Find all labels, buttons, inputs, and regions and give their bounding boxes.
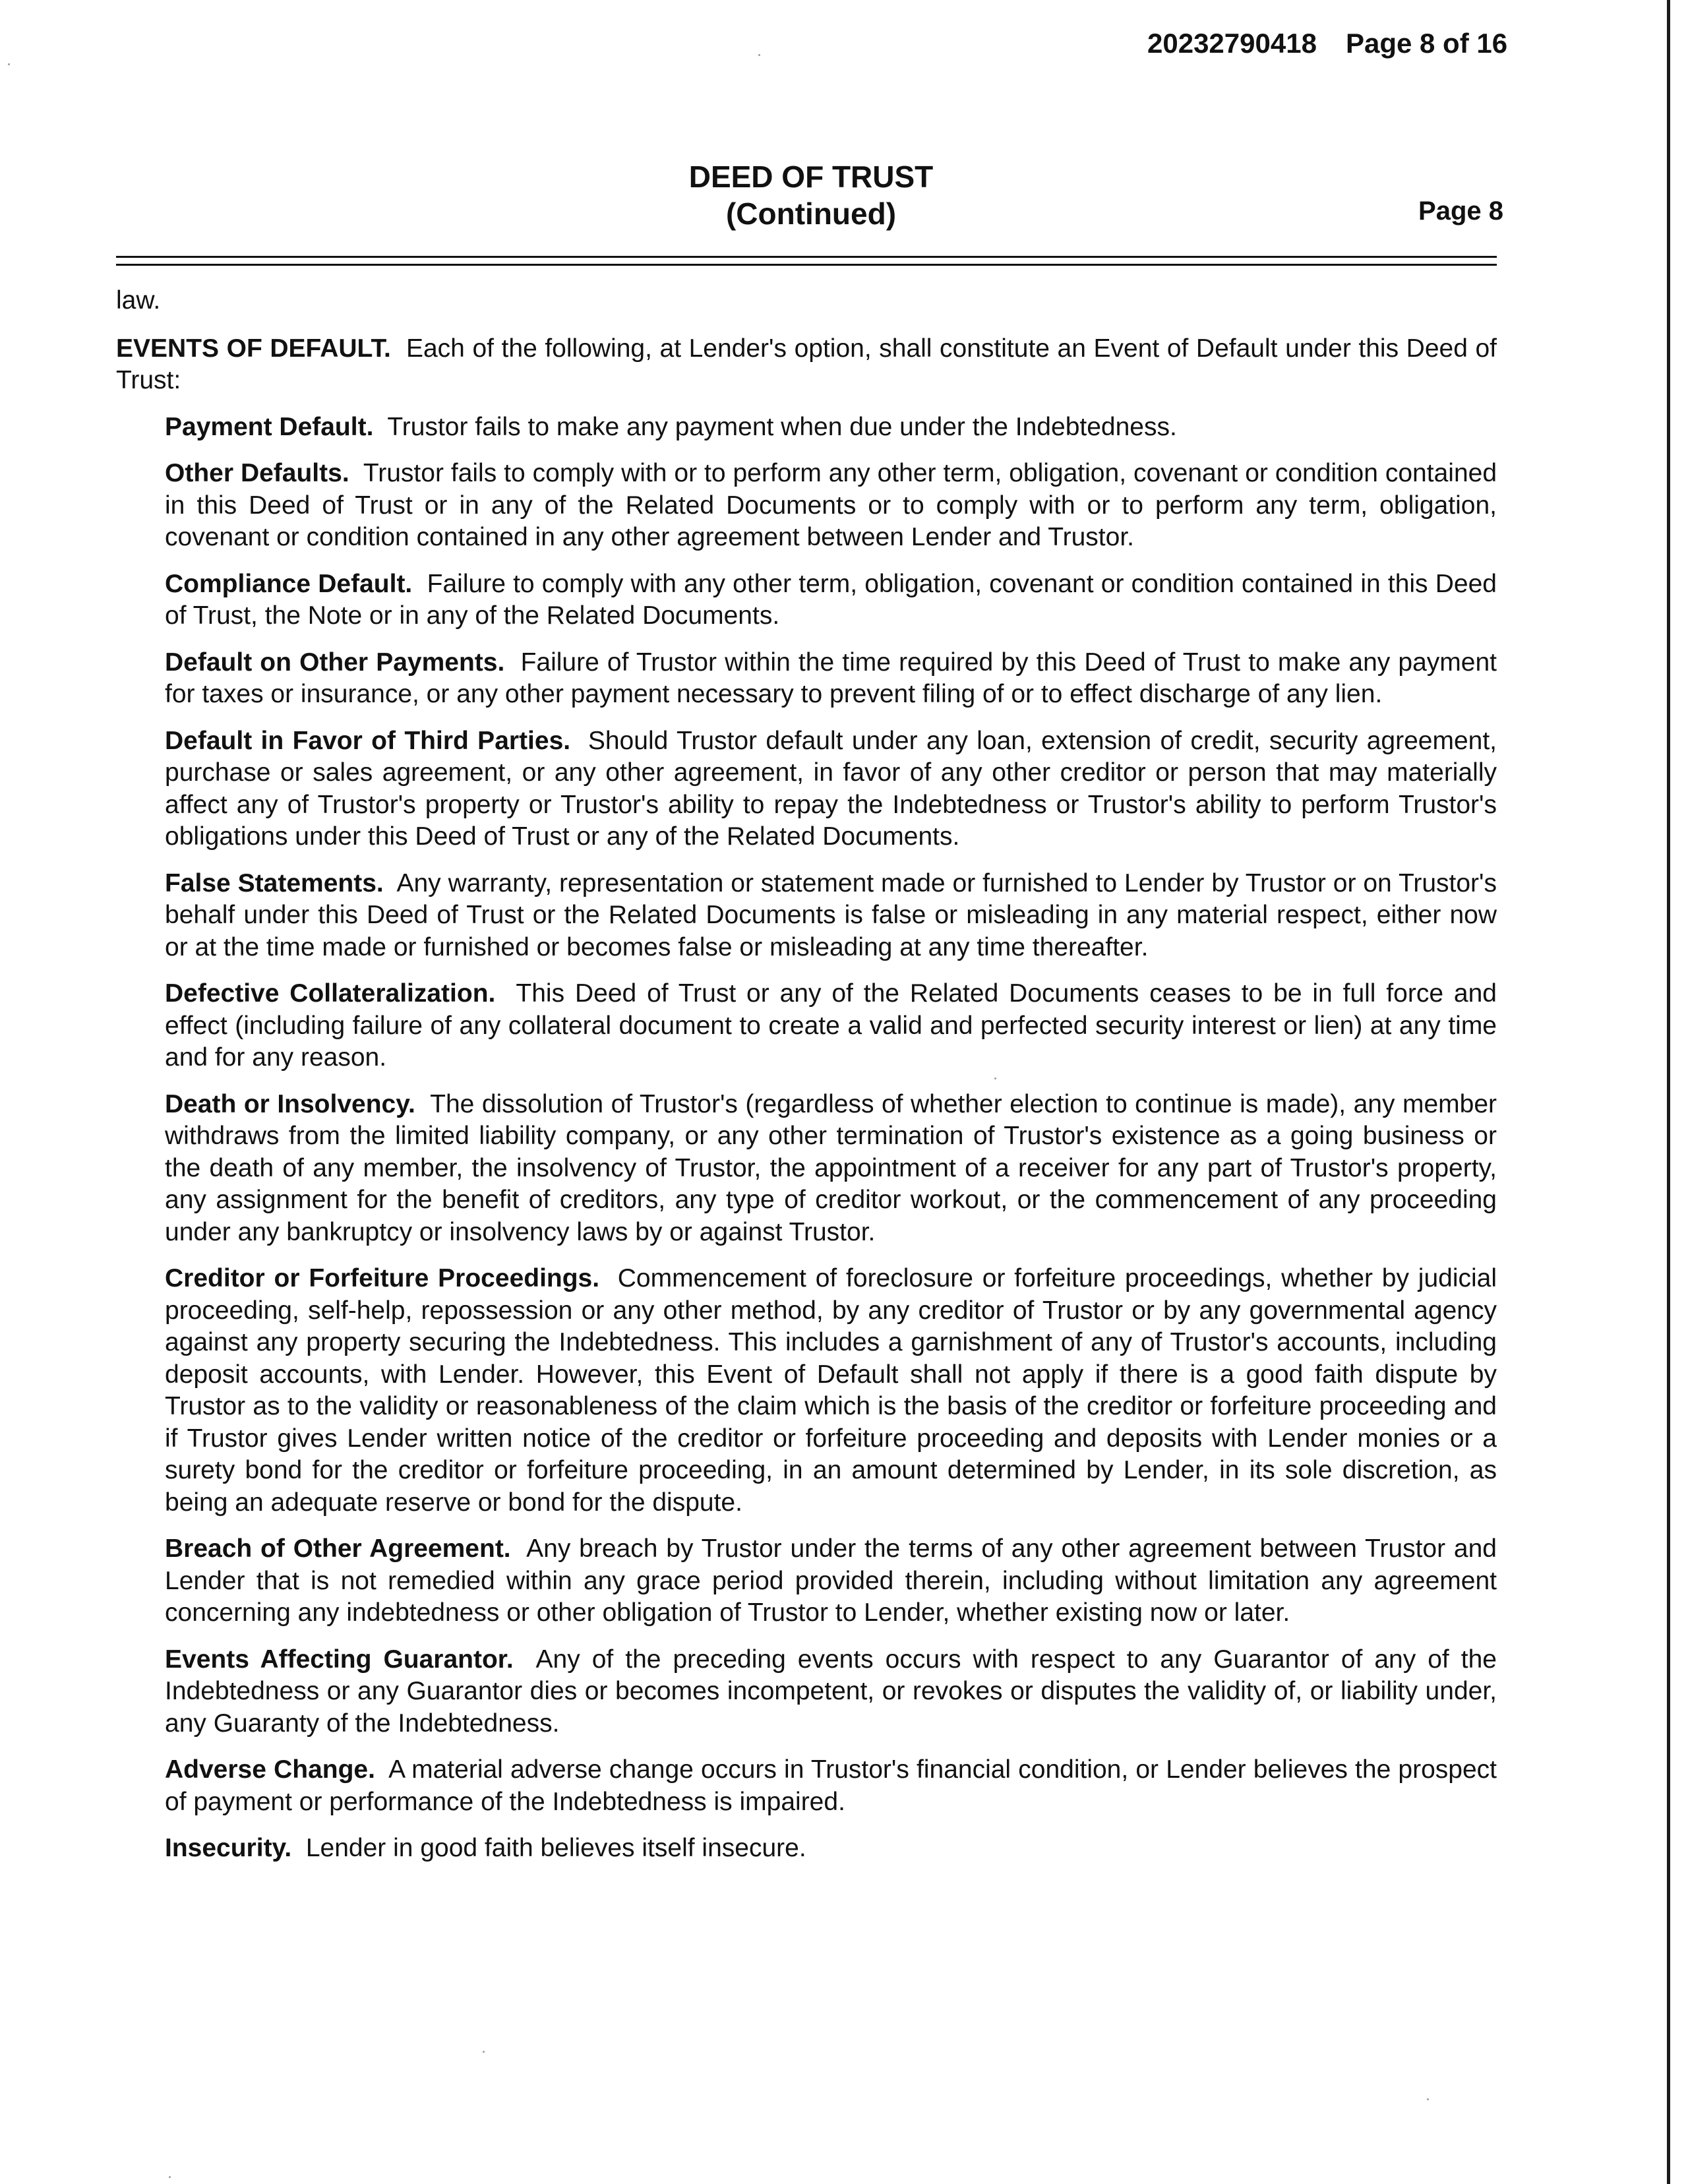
clause-insecurity	[165, 1833, 1497, 1865]
page-number: Page 8	[1418, 197, 1503, 226]
scan-speck	[994, 1077, 996, 1079]
scan-speck	[483, 2051, 485, 2053]
clause-heading: Defective Collateralization.	[165, 979, 496, 1008]
clause-text: Lender in good faith believes itself insecure.	[305, 1834, 806, 1862]
continued-text: law.	[116, 286, 161, 315]
clause-text: Any warranty, representation or statement made or furnished to Lender by Trustor or on Trustor's behalf under this Deed of Trust or the Related Documents is false or misleading in any material respect, either now or at the time made or furnished or becomes false or misleading at any time thereafter.	[165, 868, 1497, 961]
section-text: Each of the following, at Lender's option, shall constitute an Event of Default under this Deed of Trust:	[116, 334, 1497, 394]
clause-text: The dissolution of Trustor's (regardless of whether election to continue is made), any member withdraws from the limited liability company, or any other termination of Trustor's existence as a going business or the death of any member, the insolvency of Trustor, the appointment of a receiver for any part of Trustor's property, any assignment for the benefit of creditors, any type of creditor workout, or the commencement of any proceeding under any bankruptcy or insolvency laws by or against Trustor.	[165, 1089, 1497, 1246]
clause-heading: False Statements.	[165, 868, 384, 897]
document-number-header	[1147, 28, 1543, 59]
clause-creditor-forfeiture	[165, 1263, 1497, 1519]
clause-text: Trustor fails to comply with or to perform any other term, obligation, covenant or condition contained in this Deed of Trust or in any of the Related Documents or to comply with or to perform any term, obligation, covenant or condition contained in any other agreement between Lender and Trustor.	[165, 459, 1497, 551]
clause-heading: Other Defaults.	[165, 459, 349, 487]
scan-speck	[1427, 2098, 1429, 2100]
clause-heading: Events Affecting Guarantor.	[165, 1645, 514, 1674]
clause-heading: Adverse Change.	[165, 1755, 375, 1784]
section-heading: EVENTS OF DEFAULT.	[116, 334, 391, 363]
document-title: DEED OF TRUST	[688, 160, 934, 194]
events-of-default-intro	[116, 333, 1497, 397]
clause-heading: Creditor or Forfeiture Proceedings.	[165, 1264, 600, 1292]
clause-compliance-default	[165, 568, 1497, 632]
clause-text: Any breach by Trustor under the terms of any other agreement between Trustor and Lender that is not remedied within any grace period provided therein, including without limitation any agreement concerning any indebtedness or other obligation of Trustor to Lender, whether existing now or later.	[165, 1534, 1497, 1627]
clause-death-or-insolvency	[165, 1089, 1497, 1249]
header-rule-bottom	[116, 264, 1497, 266]
header-rule-top	[116, 256, 1497, 258]
scan-page-edge	[1667, 0, 1670, 2184]
clause-default-third-parties	[165, 725, 1497, 853]
document-subtitle: (Continued)	[725, 197, 897, 231]
clause-default-on-other-payments	[165, 647, 1497, 711]
clause-text: Trustor fails to make any payment when due under the Indebtedness.	[387, 412, 1177, 441]
clause-heading: Compliance Default.	[165, 569, 413, 598]
clause-breach-other-agreement	[165, 1533, 1497, 1629]
clause-heading: Payment Default.	[165, 412, 374, 441]
clause-heading: Default in Favor of Third Parties.	[165, 726, 571, 755]
clause-events-affecting-guarantor	[165, 1644, 1497, 1740]
recording-number: 20232790418	[1147, 28, 1317, 59]
document-title-block	[580, 158, 1042, 232]
clause-payment-default	[165, 411, 1497, 444]
clause-text: A material adverse change occurs in Trustor's financial condition, or Lender believes the prospect of payment or performance of the Indebtedness is impaired.	[165, 1755, 1497, 1816]
document-body	[116, 285, 1497, 1879]
clause-text: Failure to comply with any other term, obligation, covenant or condition contained in this Deed of Trust, the Note or in any of the Related Documents.	[165, 569, 1497, 630]
clause-heading: Default on Other Payments.	[165, 648, 505, 677]
clause-adverse-change	[165, 1754, 1497, 1818]
clause-text: Commencement of foreclosure or forfeiture proceedings, whether by judicial proceeding, self-help, repossession or any other method, by any creditor of Trustor or by any governmental agency against any property securing the Indebtedness. This includes a garnishment of any of Trustor's accounts, including deposit accounts, with Lender. However, this Event of Default shall not apply if there is a good faith dispute by Trustor as to the validity or reasonableness of the claim which is the basis of the creditor or forfeiture proceeding and if Trustor gives Lender written notice of the creditor or forfeiture proceeding and deposits with Lender monies or a surety bond for the creditor or forfeiture proceeding, in an amount determined by Lender, in its sole discretion, as being an adequate reserve or bond for the dispute.	[165, 1264, 1497, 1517]
clause-text: This Deed of Trust or any of the Related Documents ceases to be in full force and effect (including failure of any collateral document to create a valid and perfected security interest or lien) at any time and for any reason.	[165, 979, 1497, 1072]
scan-speck	[169, 2176, 171, 2178]
clause-other-defaults	[165, 458, 1497, 554]
clause-heading: Insecurity.	[165, 1834, 292, 1862]
scan-speck	[8, 63, 10, 65]
clause-defective-collateralization	[165, 978, 1497, 1074]
clause-heading: Breach of Other Agreement.	[165, 1534, 511, 1563]
clause-text: Failure of Trustor within the time required by this Deed of Trust to make any payment for taxes or insurance, or any other payment necessary to prevent filing of or to effect discharge of any lien.	[165, 648, 1497, 708]
clause-false-statements	[165, 868, 1497, 964]
scan-speck	[758, 54, 760, 56]
clause-text: Should Trustor default under any loan, extension of credit, security agreement, purchase or sales agreement, or any other agreement, in favor of any other creditor or person that may materially affect any of Trustor's property or Trustor's ability to repay the Indebtedness or Trustor's ability to perform Trustor's obligations under this Deed of Trust or any of the Related Documents.	[165, 726, 1497, 851]
clause-text: Any of the preceding events occurs with respect to any Guarantor of any of the Indebtedness or any Guarantor dies or becomes incompetent, or revokes or disputes the validity of, or liability under, any Guaranty of the Indebtedness.	[165, 1645, 1497, 1738]
page-count: Page 8 of 16	[1345, 28, 1508, 59]
clause-heading: Death or Insolvency.	[165, 1089, 415, 1118]
